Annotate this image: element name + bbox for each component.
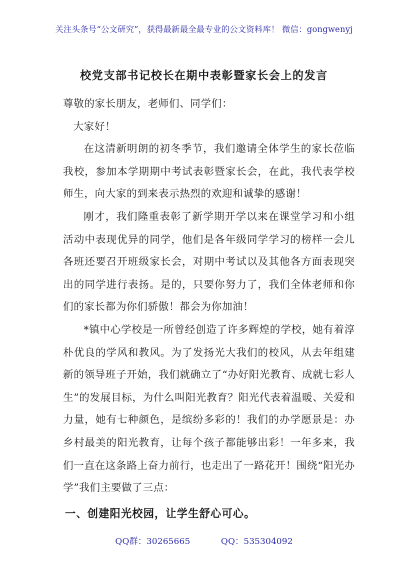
salutation: 尊敬的家长朋友，老师们、同学们： [63,98,233,110]
document-title: 校党支部书记校长在期中表彰暨家长会上的发言 [80,69,328,82]
document-body [63,93,355,500]
footer-qq-group: QQ群：30265665 [115,537,191,547]
footer-contact [0,535,408,547]
paragraph-2: 刚才，我们隆重表彰了新学期开学以来在课堂学习和小组活动中表现优异的同学，他们是各年级同学学习的榜样一会儿各班还要召开班级家长会，对期中考试以及其他各方面表现突出的同学进行表扬。是的，只要你努力了，我们全体老师和你们的家长都为你们骄傲！都会为你加油！ [63,210,355,314]
paragraph-1: 在这清新明朗的初冬季节，我们邀请全体学生的家长莅临我校，参加本学期期中考试表彰暨家长会，在此，我代表学校师生，向大家的到来表示热烈的欢迎和诚挚的感谢！ [63,143,355,201]
footer-qq: QQ：535304092 [220,537,293,547]
greeting: 大家好！ [73,120,116,133]
paragraph-3: *镇中心学校是一所曾经创造了许多辉煌的学校，她有着淳朴优良的学风和教风。为了发扬光大我们的校风，从去年组建新的领导班子开始，我们就确立了“办好阳光教育、成就七彩人生”的发展目标，为什么叫阳光教育？阳光代表着温暖、关爱和力量，她有七种颜色，是缤纷多彩的！我们的办学愿景是：办乡村最美的阳光教育，让每个孩子都能够出彩！一年多来，我们一直在这条路上奋力前行，也走出了一路花开！围绕“阳光办学”我们主要做了三点： [63,323,355,495]
section-heading: 一、创建阳光校园，让学生舒心可心。 [65,508,256,520]
header-note: 关注头条号“公文研究”，获得最新最全最专业的公文资料库！ 微信：gongwenyj [55,24,353,34]
